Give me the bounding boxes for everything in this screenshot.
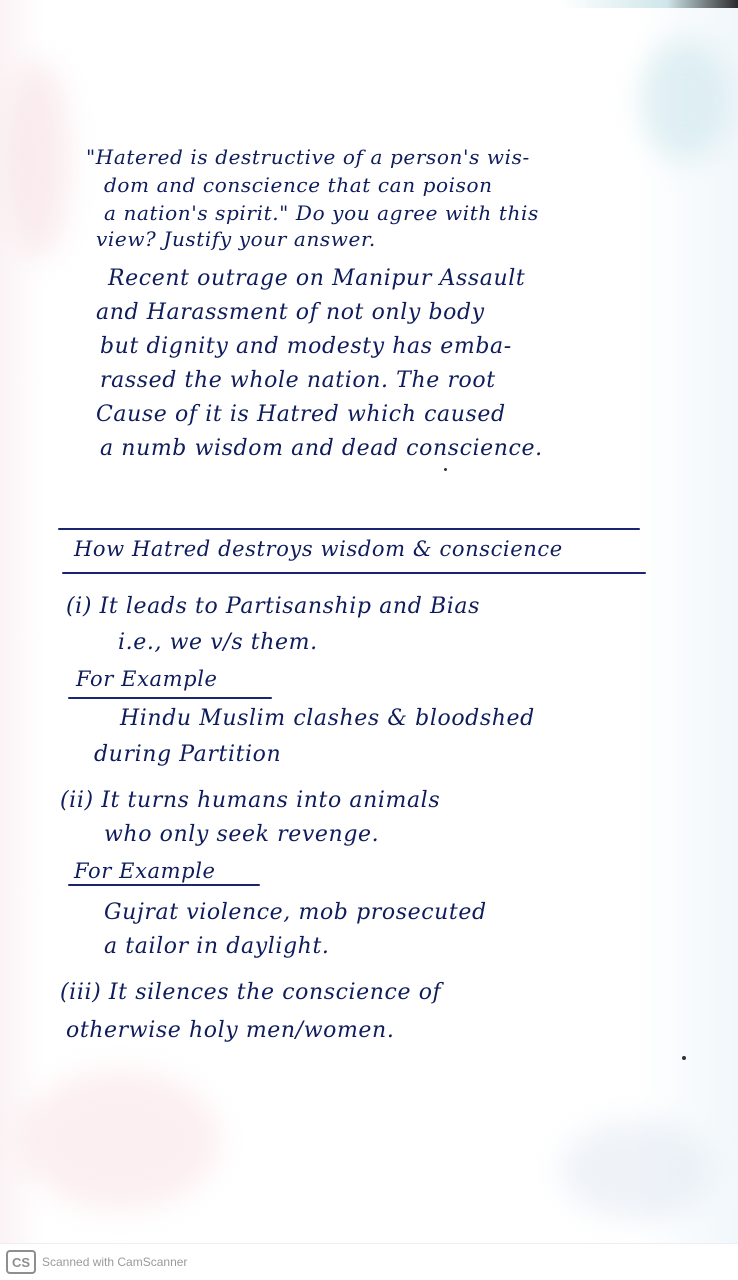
question-line: view? Justify your answer. — [96, 227, 376, 251]
example-line: a tailor in daylight. — [104, 934, 330, 959]
intro-line: a numb wisdom and dead conscience. — [100, 436, 543, 461]
intro-line: rassed the whole nation. The root — [100, 368, 496, 393]
example-underline — [68, 884, 260, 886]
scanner-footer — [0, 1243, 738, 1280]
ink-dot — [444, 468, 447, 471]
point-line: (iii) It silences the conscience of — [60, 980, 442, 1005]
point-line: (i) It leads to Partisanship and Bias — [66, 594, 480, 619]
paper-smudge — [20, 1070, 220, 1210]
heading-rule-bottom — [62, 572, 646, 574]
intro-line: and Harassment of not only body — [96, 300, 485, 325]
paper-smudge — [10, 60, 70, 260]
example-underline — [68, 697, 272, 699]
example-line: Gujrat violence, mob prosecuted — [104, 900, 487, 925]
intro-line: Recent outrage on Manipur Assault — [108, 266, 526, 291]
intro-line: but dignity and modesty has emba- — [100, 334, 512, 359]
camscanner-logo-icon: CS — [6, 1250, 36, 1274]
point-line: i.e., we v/s them. — [118, 630, 318, 655]
ink-dot — [682, 1056, 686, 1060]
example-line: during Partition — [94, 742, 282, 767]
point-line: who only seek revenge. — [104, 822, 380, 847]
question-line: "Hatered is destructive of a person's wis- — [86, 145, 530, 169]
example-label: For Example — [76, 667, 218, 691]
scan-edge — [560, 0, 738, 8]
paper-smudge — [640, 40, 730, 160]
point-line: otherwise holy men/women. — [66, 1018, 395, 1043]
question-line: a nation's spirit." Do you agree with this — [104, 201, 539, 225]
question-line: dom and conscience that can poison — [104, 173, 493, 197]
paper-smudge — [560, 1120, 710, 1220]
example-line: Hindu Muslim clashes & bloodshed — [120, 706, 535, 731]
heading-rule-top — [58, 528, 640, 530]
example-label: For Example — [74, 859, 216, 883]
scanner-watermark-text: Scanned with CamScanner — [42, 1255, 188, 1269]
intro-line: Cause of it is Hatred which caused — [96, 402, 506, 427]
section-heading: How Hatred destroys wisdom & conscience — [74, 537, 563, 561]
point-line: (ii) It turns humans into animals — [60, 788, 441, 813]
